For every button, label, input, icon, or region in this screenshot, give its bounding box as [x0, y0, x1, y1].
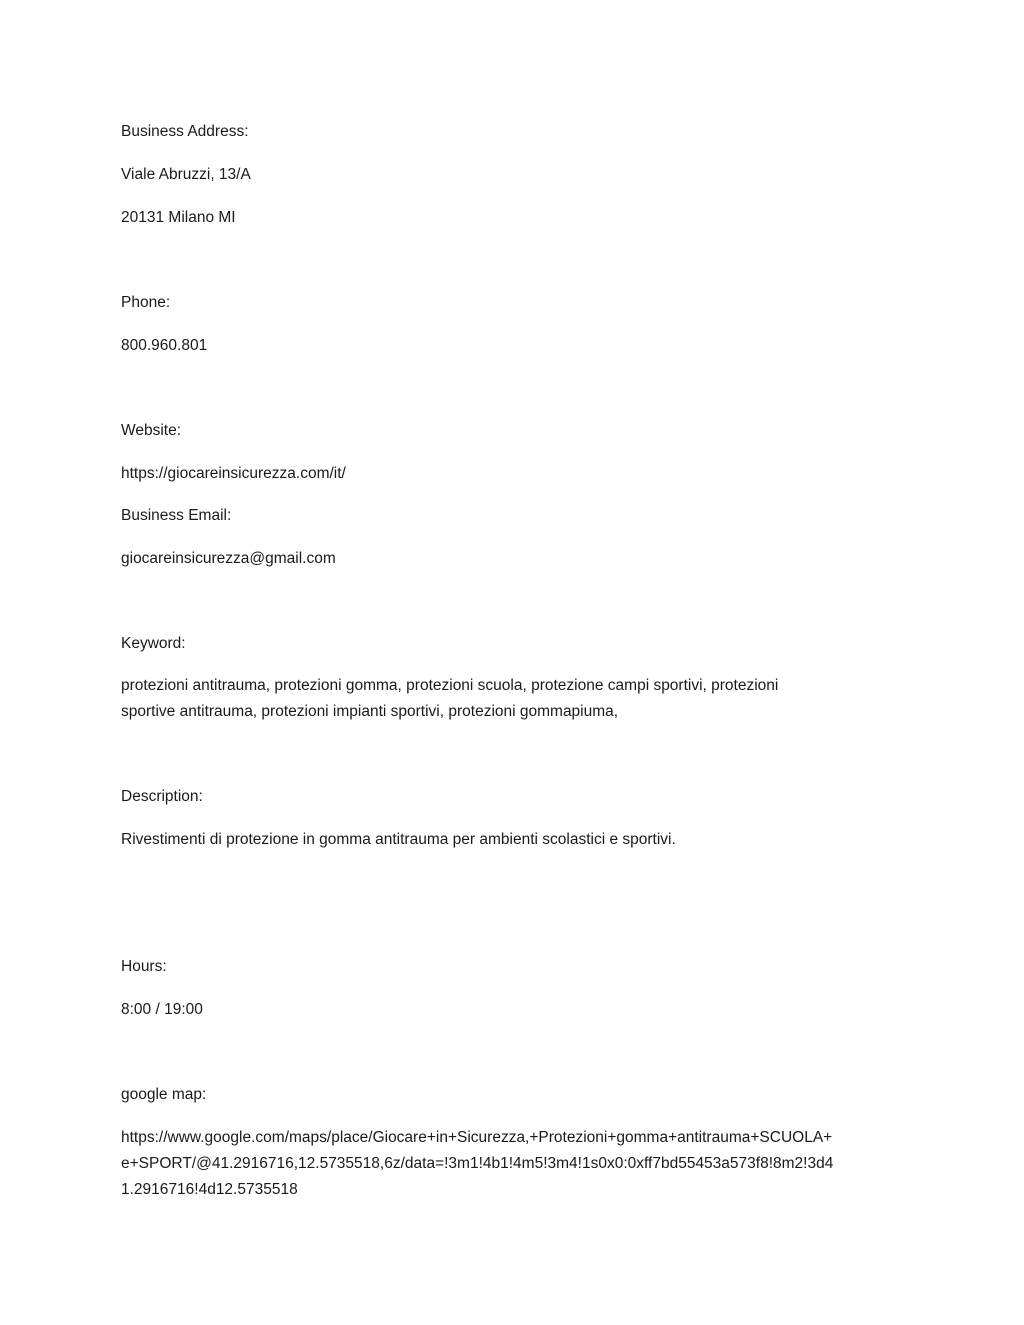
hours-value: 8:00 / 19:00 [121, 1001, 203, 1018]
map-url [121, 1125, 911, 1203]
keyword-line: protezioni antitrauma, protezioni gomma, protezioni scuola, protezione campi sportivi, protezioni [121, 677, 779, 694]
email-value: giocareinsicurezza@gmail.com [121, 550, 336, 567]
description-value: Rivestimenti di protezione in gomma antitrauma per ambienti scolastici e sportivi. [121, 831, 676, 848]
phone-value: 800.960.801 [121, 337, 208, 354]
hours-label: Hours: [121, 958, 167, 975]
website-value: https://giocareinsicurezza.com/it/ [121, 465, 346, 482]
map-label: google map: [121, 1086, 207, 1103]
keyword-line: sportive antitrauma, protezioni impianti sportivi, protezioni gommapiuma, [121, 703, 619, 720]
map-url-line: 1.2916716!4d12.5735518 [121, 1181, 298, 1198]
description-label: Description: [121, 788, 203, 805]
keyword-text [121, 673, 911, 725]
phone-label: Phone: [121, 294, 171, 311]
map-url-line: https://www.google.com/maps/place/Giocare+in+Sicurezza,+Protezioni+gomma+antitrauma+SCUOLA+ [121, 1129, 833, 1146]
keyword-label: Keyword: [121, 635, 186, 652]
map-url-line: e+SPORT/@41.2916716,12.5735518,6z/data=!3m1!4b1!4m5!3m4!1s0x0:0xff7bd55453a573f8!8m2!3d4 [121, 1155, 834, 1172]
address-city: 20131 Milano MI [121, 209, 236, 226]
address-street: Viale Abruzzi, 13/A [121, 166, 251, 183]
address-label: Business Address: [121, 123, 249, 140]
website-label: Website: [121, 422, 182, 439]
email-label: Business Email: [121, 507, 232, 524]
